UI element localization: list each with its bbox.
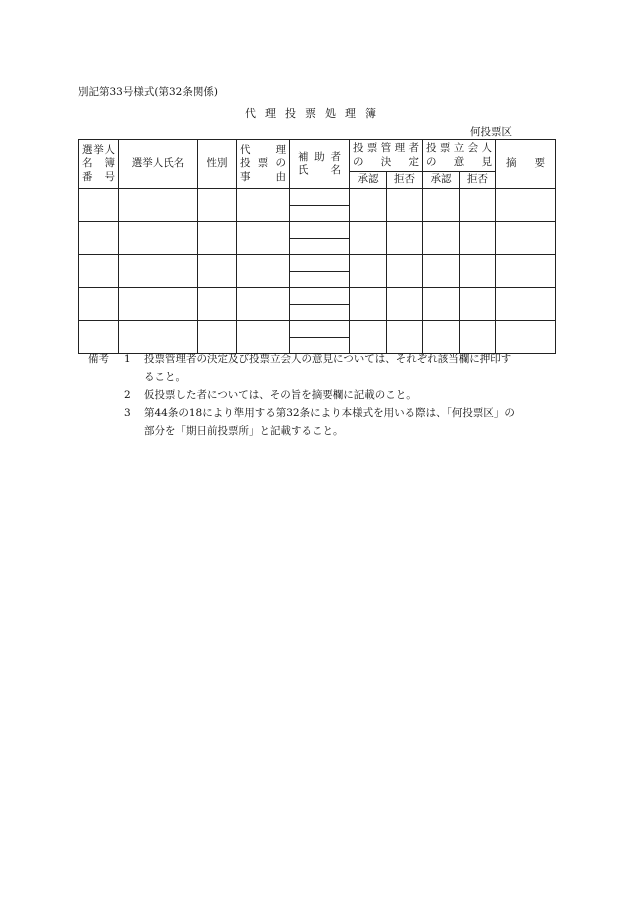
- cell-mgr-approve[interactable]: [350, 255, 387, 288]
- subheader-witness-approve: 承認: [423, 172, 460, 189]
- assistant-name-slot[interactable]: [290, 189, 349, 206]
- note-number: 2: [124, 389, 131, 401]
- cell-assistant-name[interactable]: [290, 222, 350, 255]
- cell-wit-reject[interactable]: [460, 288, 496, 321]
- cell-wit-approve[interactable]: [423, 321, 460, 354]
- cell-number[interactable]: [79, 288, 119, 321]
- ledger-row: [79, 288, 556, 321]
- note-item-1: [88, 350, 558, 386]
- cell-name[interactable]: [119, 255, 198, 288]
- note-text-line: 第44条の18により準用する第32条により本様式を用いる際は、「何投票区」の: [144, 407, 515, 419]
- cell-reason[interactable]: [237, 321, 290, 354]
- cell-gender[interactable]: [198, 222, 237, 255]
- cell-remarks[interactable]: [496, 255, 556, 288]
- cell-remarks[interactable]: [496, 288, 556, 321]
- cell-gender[interactable]: [198, 321, 237, 354]
- cell-mgr-approve[interactable]: [350, 321, 387, 354]
- cell-mgr-approve[interactable]: [350, 288, 387, 321]
- cell-reason[interactable]: [237, 189, 290, 222]
- district-label: 何投票区: [470, 126, 512, 138]
- subheader-manager-approve: 承認: [350, 172, 387, 189]
- assistant-name-slot[interactable]: [290, 272, 349, 288]
- cell-wit-approve[interactable]: [423, 255, 460, 288]
- cell-name[interactable]: [119, 222, 198, 255]
- cell-mgr-approve[interactable]: [350, 189, 387, 222]
- assistant-name-slot[interactable]: [290, 239, 349, 255]
- assistant-name-slot[interactable]: [290, 288, 349, 305]
- note-text-line: 仮投票した者については、その旨を摘要欄に記載のこと。: [144, 389, 417, 401]
- cell-number[interactable]: [79, 255, 119, 288]
- cell-remarks[interactable]: [496, 189, 556, 222]
- cell-gender[interactable]: [198, 189, 237, 222]
- cell-assistant-name[interactable]: [290, 189, 350, 222]
- cell-assistant-name[interactable]: [290, 255, 350, 288]
- cell-name[interactable]: [119, 189, 198, 222]
- note-item-2: [88, 386, 558, 404]
- cell-mgr-approve[interactable]: [350, 222, 387, 255]
- subheader-manager-reject: 拒否: [387, 172, 423, 189]
- ledger-row: [79, 321, 556, 354]
- note-number: 1: [124, 353, 131, 365]
- ledger-row: [79, 222, 556, 255]
- proxy-vote-ledger: [78, 139, 555, 346]
- cell-remarks[interactable]: [496, 222, 556, 255]
- cell-name[interactable]: [119, 288, 198, 321]
- cell-wit-reject[interactable]: [460, 321, 496, 354]
- cell-number[interactable]: [79, 189, 119, 222]
- note-text-line: ること。: [144, 371, 186, 383]
- cell-reason[interactable]: [237, 222, 290, 255]
- form-identifier: 別記第33号様式(第32条関係): [78, 86, 218, 98]
- header-manager-decision: 投票管理者 の 決 定: [350, 140, 423, 172]
- note-text-line: 投票管理者の決定及び投票立会人の意見については、それぞれ該当欄に押印す: [144, 353, 512, 365]
- cell-wit-approve[interactable]: [423, 222, 460, 255]
- cell-reason[interactable]: [237, 255, 290, 288]
- cell-mgr-reject[interactable]: [387, 189, 423, 222]
- cell-remarks[interactable]: [496, 321, 556, 354]
- cell-number[interactable]: [79, 222, 119, 255]
- assistant-name-slot[interactable]: [290, 206, 349, 222]
- assistant-name-slot[interactable]: [290, 222, 349, 239]
- cell-wit-approve[interactable]: [423, 189, 460, 222]
- cell-wit-approve[interactable]: [423, 288, 460, 321]
- header-assistant-name: 補 助 者 氏 名: [290, 140, 350, 189]
- cell-wit-reject[interactable]: [460, 189, 496, 222]
- ledger-row: [79, 255, 556, 288]
- document-title: 代理投票処理簿: [245, 107, 385, 120]
- cell-mgr-reject[interactable]: [387, 288, 423, 321]
- cell-assistant-name[interactable]: [290, 321, 350, 354]
- note-item-3: [88, 404, 558, 440]
- cell-wit-reject[interactable]: [460, 255, 496, 288]
- note-text-line: 部分を「期日前投票所」と記載すること。: [144, 425, 344, 437]
- subheader-witness-reject: 拒否: [460, 172, 496, 189]
- cell-wit-reject[interactable]: [460, 222, 496, 255]
- ledger-row: [79, 189, 556, 222]
- cell-number[interactable]: [79, 321, 119, 354]
- header-proxy-reason: 代 理 投票の 事 由: [237, 140, 290, 189]
- notes-section: [88, 350, 558, 440]
- cell-name[interactable]: [119, 321, 198, 354]
- header-remarks: 摘 要: [496, 140, 556, 189]
- notes-label: 備考: [88, 353, 109, 365]
- header-gender: 性別: [198, 140, 237, 189]
- cell-mgr-reject[interactable]: [387, 255, 423, 288]
- cell-reason[interactable]: [237, 288, 290, 321]
- cell-assistant-name[interactable]: [290, 288, 350, 321]
- assistant-name-slot[interactable]: [290, 305, 349, 321]
- assistant-name-slot[interactable]: [290, 321, 349, 338]
- ledger-table: [78, 139, 556, 354]
- assistant-name-slot[interactable]: [290, 255, 349, 272]
- header-voter-number: 選挙人 名 簿 番 号: [79, 140, 119, 189]
- cell-gender[interactable]: [198, 288, 237, 321]
- header-voter-name: 選挙人氏名: [119, 140, 198, 189]
- cell-mgr-reject[interactable]: [387, 222, 423, 255]
- cell-gender[interactable]: [198, 255, 237, 288]
- note-number: 3: [124, 407, 131, 419]
- header-witness-opinion: 投票立会人 の 意 見: [423, 140, 496, 172]
- cell-mgr-reject[interactable]: [387, 321, 423, 354]
